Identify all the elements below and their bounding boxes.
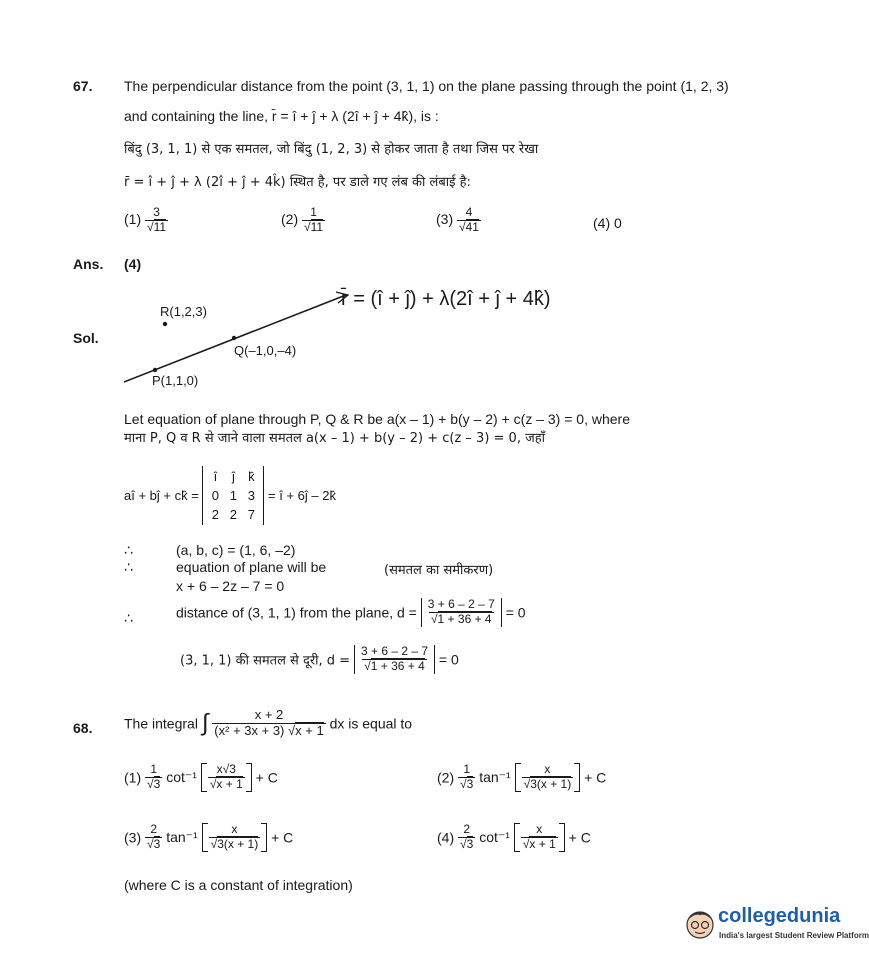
answer-value: (4) <box>124 256 142 272</box>
therefore-symbol: ∴ <box>124 542 133 558</box>
determinant: î ĵ k̂ 0 1 3 2 2 7 <box>202 466 264 525</box>
q68-option-4: (4) 2 √ 3 cot⁻¹ x √ x + 1 + C <box>437 823 591 852</box>
therefore-symbol-2: ∴ <box>124 559 133 575</box>
determinant-row: aî + bĵ + ck̂ = î ĵ k̂ 0 1 3 2 2 7 = î + 6ĵ – 2k̂ <box>124 466 336 525</box>
therefore-symbol-3: ∴ <box>124 610 133 626</box>
collegedunia-logo <box>680 901 720 945</box>
q68-option-1: (1) 1 √ 3 cot⁻¹ x√3 √ x + 1 + C <box>124 763 278 792</box>
question-text-line2: and containing the line, r̄ = î + ĵ + λ (2î + ĵ + 4k̂), is : <box>124 108 439 124</box>
q68-option-2: (2) 1 √ 3 tan⁻¹ x √ 3(x + 1) + C <box>437 763 606 792</box>
integration-note: (where C is a constant of integration) <box>124 877 353 893</box>
point-q <box>232 336 236 340</box>
question-text: The perpendicular distance from the point (3, 1, 1) on the plane passing through the point (1, 2, 3) <box>124 78 729 94</box>
plane-label: equation of plane will be <box>176 559 327 575</box>
question-number-68: 68. <box>73 720 93 736</box>
label-q: Q(–1,0,–4) <box>234 343 297 358</box>
abc-values: (a, b, c) = (1, 6, –2) <box>176 542 296 558</box>
solution-text-hindi: माना P, Q व R से जाने वाला समतल a(x – 1) + b(y – 2) + c(z – 3) = 0, जहाँ <box>124 431 545 446</box>
integral-sign: ∫ <box>201 709 209 737</box>
logo-tagline: India's largest Student Review Platform <box>719 931 869 940</box>
integral-question: The integral ∫ $\frac{x + 2}{\text{(x² + 3x + 3) √ x + 1}}$ dx is equal to <box>124 708 412 739</box>
point-p <box>153 368 157 372</box>
plane-equation: x + 6 – 2z – 7 = 0 <box>176 578 285 594</box>
label-r: R(1,2,3) <box>160 304 207 319</box>
solution-text: Let equation of plane through P, Q & R be a(x – 1) + b(y – 2) + c(z – 3) = 0, where <box>124 411 630 427</box>
question-text-hindi-line2: r̄ = î + ĵ + λ (2î + ĵ + 4k̂) स्थित है, पर डाले गए लंब की लंबाई है: <box>124 175 471 190</box>
solution-label: Sol. <box>73 330 99 346</box>
q68-option-3: (3) 2 √ 3 tan⁻¹ x √ 3(x + 1) + C <box>124 823 293 852</box>
mascot-icon <box>680 901 720 945</box>
option-4: (4) 0 <box>593 215 622 231</box>
plane-label-hindi: (समतल का समीकरण) <box>384 563 494 578</box>
point-r <box>163 322 167 326</box>
distance-english: distance of (3, 1, 1) from the plane, d = 3 + 6 – 2 – 7 √ 1 + 36 + 4 = 0 <box>176 598 526 627</box>
line-equation: r̄ = (î + ĵ) + λ(2î + ĵ + 4k̂) <box>341 288 551 310</box>
question-number: 67. <box>73 78 93 94</box>
answer-label: Ans. <box>73 256 104 272</box>
distance-hindi: (3, 1, 1) की समतल से दूरी, d = 3 + 6 – 2 – 7 √ 1 + 36 + 4 = 0 <box>180 645 459 674</box>
question-text-hindi: बिंदु (3, 1, 1) से एक समतल, जो बिंदु (1, 2, 3) से होकर जाता है तथा जिस पर रेखा <box>124 142 539 157</box>
logo-name: collegedunia <box>718 905 841 927</box>
option-3: (3) 4 √ 41 <box>436 206 481 235</box>
option-1: (1) 3 √ 11 <box>124 206 168 235</box>
label-p: P(1,1,0) <box>152 373 199 388</box>
option-2: (2) 1 √ 11 <box>281 206 325 235</box>
